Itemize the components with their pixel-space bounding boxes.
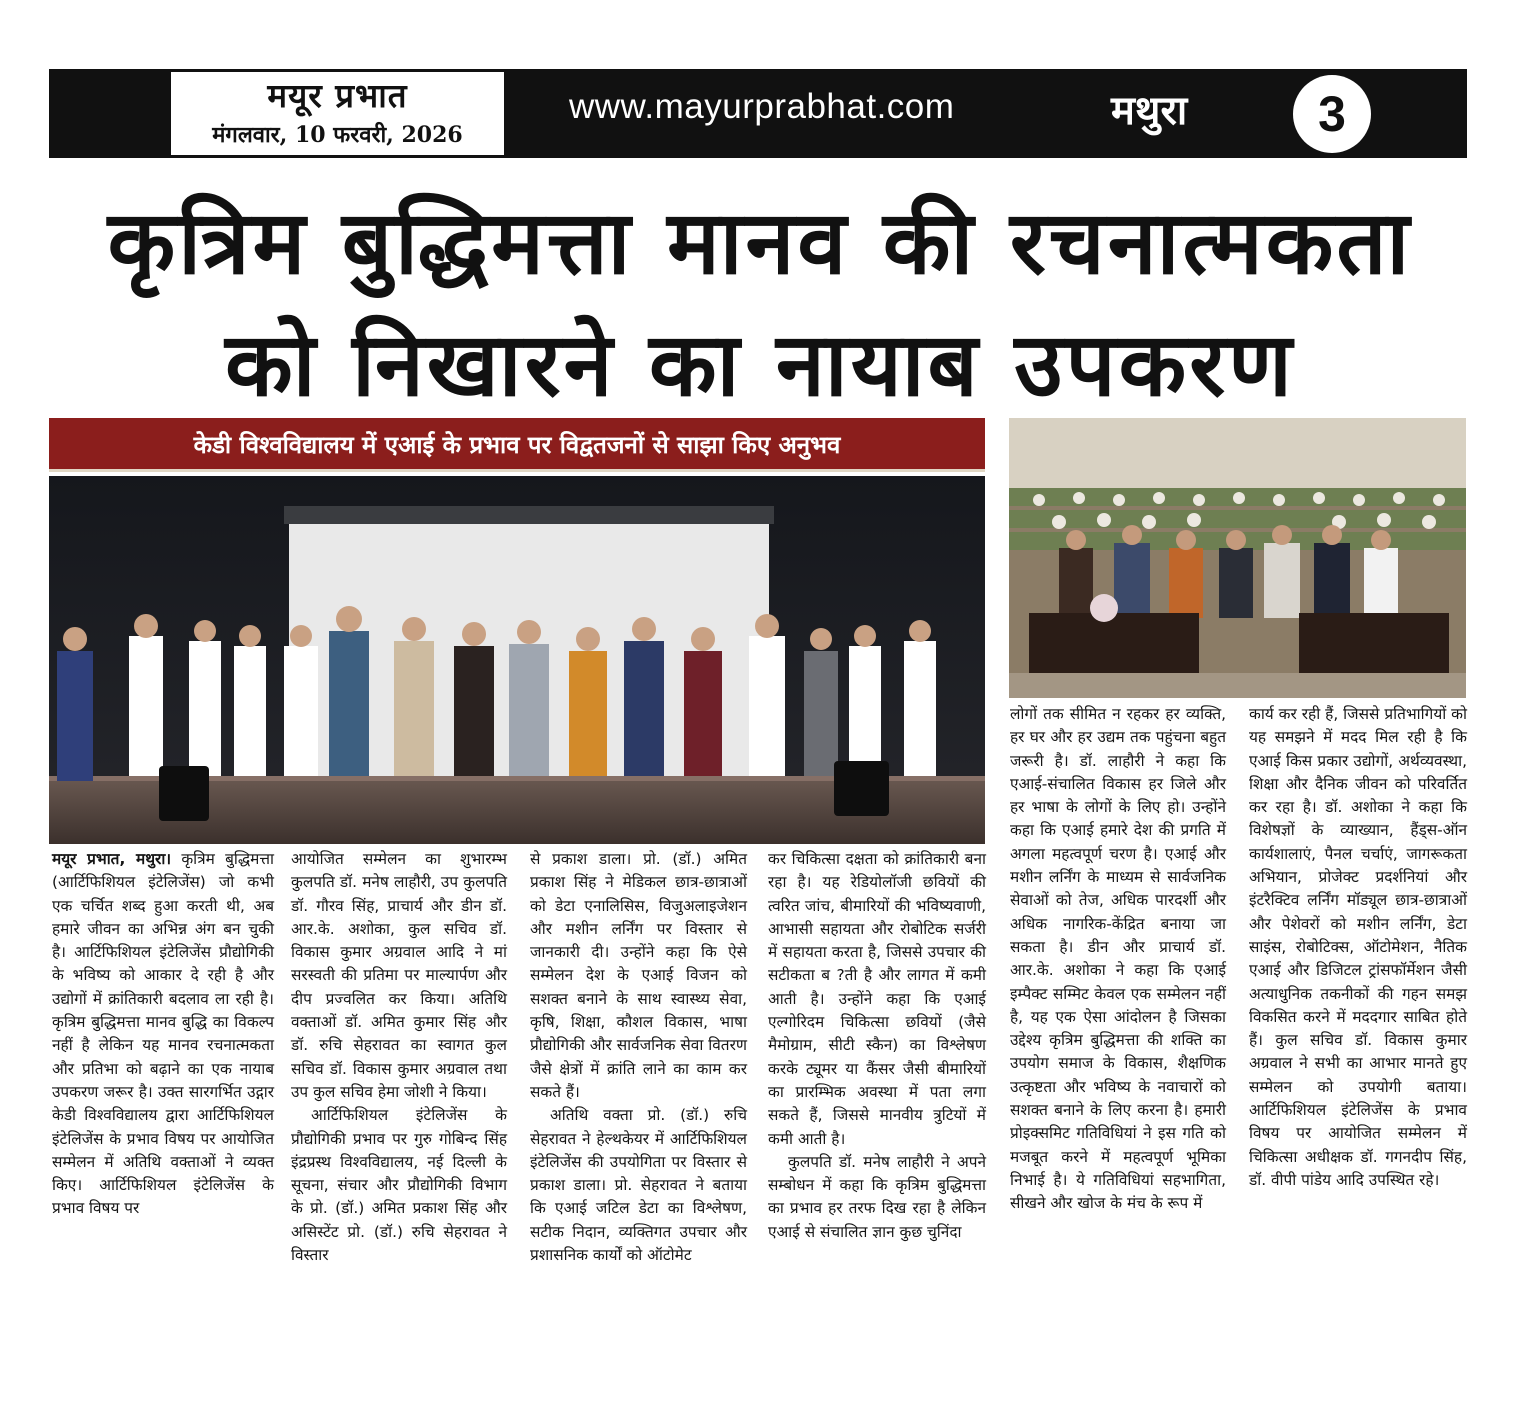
column-1-text: कृत्रिम बुद्धिमत्ता (आर्टिफिशियल इंटेलिजेंस) जो कभी एक चर्चित शब्द हुआ करती थी, अब हमारे जीवन का अभिन्न अंग बन चुकी है। आर्टिफिशियल इंटेलिजेंस प्रौद्योगिकी के भविष्य को आकार दे रही है और उद्योगों में क्रांतिकारी बदलाव ला रही है। कृत्रिम बुद्धिमत्ता मानव बुद्धि का विकल्प नहीं है लेकिन यह मानव रचनात्मकता और प्रतिभा को बढ़ाने का एक नायाब उपकरण जरूर है। उक्त सारगर्भित उद्गार केडी विश्वविद्यालय द्वारा आर्टिफिशियल इंटेलिजेंस के प्रभाव विषय पर आयोजित सम्मेलन में अतिथि वक्ताओं ने व्यक्त किए। आर्टिफिशियल इंटेलिजेंस के प्रभाव विषय पर: [52, 850, 274, 1218]
column-2-paragraph-1: आयोजित सम्मेलन का शुभारम्भ कुलपति डॉ. मनेष लाहौरी, उप कुलपति डॉ. गौरव सिंह, प्राचार्य और डीन डॉ. आर.के. अशोका, कुल सचिव डॉ. विकास कुमार अग्रवाल आदि ने मां सरस्वती की प्रतिमा पर माल्यार्पण और दीप प्रज्वलित कर किया। अतिथि वक्ताओं डॉ. अमित कुमार सिंह और डॉ. रुचि सेहरावत का स्वागत कुल सचिव डॉ. विकास कुमार अग्रवाल तथा उप कुल सचिव हेमा जोशी ने किया।: [291, 850, 507, 1101]
audience-photo-image: [1009, 418, 1466, 698]
headline-line-1: कृत्रिम बुद्धिमत्ता मानव की रचनात्मकता: [107, 191, 1413, 294]
article-column-6: [1249, 703, 1467, 1192]
article-column-4: [768, 848, 986, 1244]
column-5-text: लोगों तक सीमित न रहकर हर व्यक्ति, हर घर और हर उद्यम तक पहुंचना बहुत जरूरी है। डॉ. लाहौरी ने कहा कि एआई-संचालित विकास हर जिले और हर भाषा के लोगों के लिए हो। उन्होंने कहा कि एआई हमारे देश की प्रगति में अगला महत्वपूर्ण चरण है। एआई और मशीन लर्निंग के माध्यम से सार्वजनिक सेवाओं को तेज, अधिक पारदर्शी और अधिक नागरिक-केंद्रित बनाया जा सकता है। डीन और प्राचार्य डॉ. आर.के. अशोका ने कहा कि एआई इम्पैक्ट सम्मिट केवल एक सम्मेलन नहीं है, यह एक ऐसा आंदोलन है जिसका उद्देश्य कृत्रिम बुद्धिमत्ता की शक्ति का उपयोग समाज के विकास, शैक्षणिक उत्कृष्टता और भविष्य के नवाचारों को सशक्त बनाने के लिए करना है। हमारी प्रोइक्समिट गतिविधियां ने इस गति को मजबूत करने में महत्वपूर्ण भूमिका निभाई है। ये गतिविधियां सहभागिता, सीखने और खोज के मंच के रूप में: [1010, 705, 1226, 1213]
sub-headline-strap: केडी विश्वविद्यालय में एआई के प्रभाव पर विद्वतजनों से साझा किए अनुभव: [49, 418, 985, 472]
group-stage-photo-image: [49, 476, 985, 844]
article-column-1: [52, 848, 274, 1221]
main-headline: [30, 182, 1490, 426]
city-name: मथुरा: [1111, 87, 1188, 134]
page-number: 3: [1293, 75, 1371, 153]
column-4-paragraph-2: कुलपति डॉ. मनेष लाहौरी ने अपने सम्बोधन में कहा कि कृत्रिम बुद्धिमत्ता का प्रभाव हर तरफ दिख रहा है लेकिन एआई से संचालित ज्ञान कुछ चुनिंदा: [768, 1152, 986, 1241]
paper-name-box: [171, 72, 504, 155]
article-column-2: [291, 848, 507, 1267]
column-2-paragraph-2: आर्टिफिशियल इंटेलिजेंस के प्रौद्योगिकी प्रभाव पर गुरु गोबिन्द सिंह इंद्रप्रस्थ विश्वविद्यालय, नई दिल्ली के सूचना, संचार और प्रौद्योगिकी विभाग के प्रो. (डॉ.) अमित प्रकाश सिंह और असिस्टेंट प्रो. (डॉ.) रुचि सेहरावत ने विस्तार: [291, 1106, 507, 1265]
headline-line-2: को निखारने का नायाब उपकरण: [225, 313, 1295, 416]
column-4-paragraph-1: कर चिकित्सा दक्षता को क्रांतिकारी बना रहा है। यह रेडियोलॉजी छवियों की त्वरित जांच, बीमारियों की भविष्यवाणी, आभासी सहायता और रोबोटिक सर्जरी में सहायता करता है, जिससे उपचार की सटीकता ब ?ती है और लागत में कमी आती है। उन्होंने कहा कि एआई एल्गोरिदम चिकित्सा छवियों (जैसे मैमोग्राम, सीटी स्कैन) का विश्लेषण करके ट्यूमर या कैंसर जैसी बीमारियों का प्रारम्भिक अवस्था में पता लगा सकते हैं, जिससे मानवीय त्रुटियों में कमी आती है।: [768, 850, 986, 1148]
column-6-text: कार्य कर रही हैं, जिससे प्रतिभागियों को यह समझने में मदद मिल रही है कि एआई किस प्रकार उद्योगों, अर्थव्यवस्था, शिक्षा और दैनिक जीवन को परिवर्तित कर रहा है। डॉ. अशोका ने कहा कि विशेषज्ञों के व्याख्यान, हैंड्स-ऑन कार्यशालाएं, पैनल चर्चाएं, जागरूकता अभियान, प्रोजेक्ट प्रदर्शनियां और इंटरैक्टिव लर्निंग मॉड्यूल छात्र-छात्राओं और पेशेवरों को मशीन लर्निंग, डेटा साइंस, रोबोटिक्स, ऑटोमेशन, नैतिक एआई और डिजिटल ट्रांसफॉर्मेशन जैसी अत्याधुनिक तकनीकों की गहन समझ विकसित करने में मददगार साबित होते हैं। कुल सचिव डॉ. विकास कुमार अग्रवाल ने सभी का आभार मानते हुए सम्मेलन को उपयोगी बताया। आर्टिफिशियल इंटेलिजेंस के प्रभाव विषय पर आयोजित सम्मेलन में चिकित्सा अधीक्षक डॉ. गगनदीप सिंह, डॉ. वीपी पांडेय आदि उपस्थित रहे।: [1249, 705, 1467, 1189]
audience-photo: [1009, 418, 1466, 698]
column-3-paragraph-1: से प्रकाश डाला। प्रो. (डॉ.) अमित प्रकाश सिंह ने मेडिकल छात्र-छात्राओं को डेटा एनालिसिस, विजुअलाइजेशन और मशीन लर्निंग पर विस्तार से जानकारी दी। उन्होंने कहा कि ऐसे सम्मेलन देश के एआई विजन को सशक्त बनाने के साथ स्वास्थ्य सेवा, कृषि, शिक्षा, कौशल विकास, भाषा प्रौद्योगिकी और सार्वजनिक सेवा वितरण जैसे क्षेत्रों में क्रांति लाने का काम कर सकते हैं।: [530, 850, 747, 1101]
website-url[interactable]: www.mayurprabhat.com: [569, 87, 955, 126]
paper-name: मयूर प्रभात: [267, 76, 408, 115]
article-dateline: मयूर प्रभात, मथुरा।: [52, 850, 172, 868]
column-3-paragraph-2: अतिथि वक्ता प्रो. (डॉ.) रुचि सेहरावत ने हेल्थकेयर में आर्टिफिशियल इंटेलिजेंस की उपयोगिता पर विस्तार से प्रकाश डाला। प्रो. सेहरावत ने बताया कि एआई जटिल डेटा का विश्लेषण, सटीक निदान, व्यक्तिगत उपचार और प्रशासनिक कार्यों को ऑटोमेट: [530, 1106, 747, 1265]
article-column-3: [530, 848, 747, 1267]
masthead: [49, 69, 1467, 158]
group-stage-photo: [49, 476, 985, 844]
issue-date: मंगलवार, 10 फरवरी, 2026: [212, 122, 463, 148]
article-column-5: [1010, 703, 1226, 1216]
